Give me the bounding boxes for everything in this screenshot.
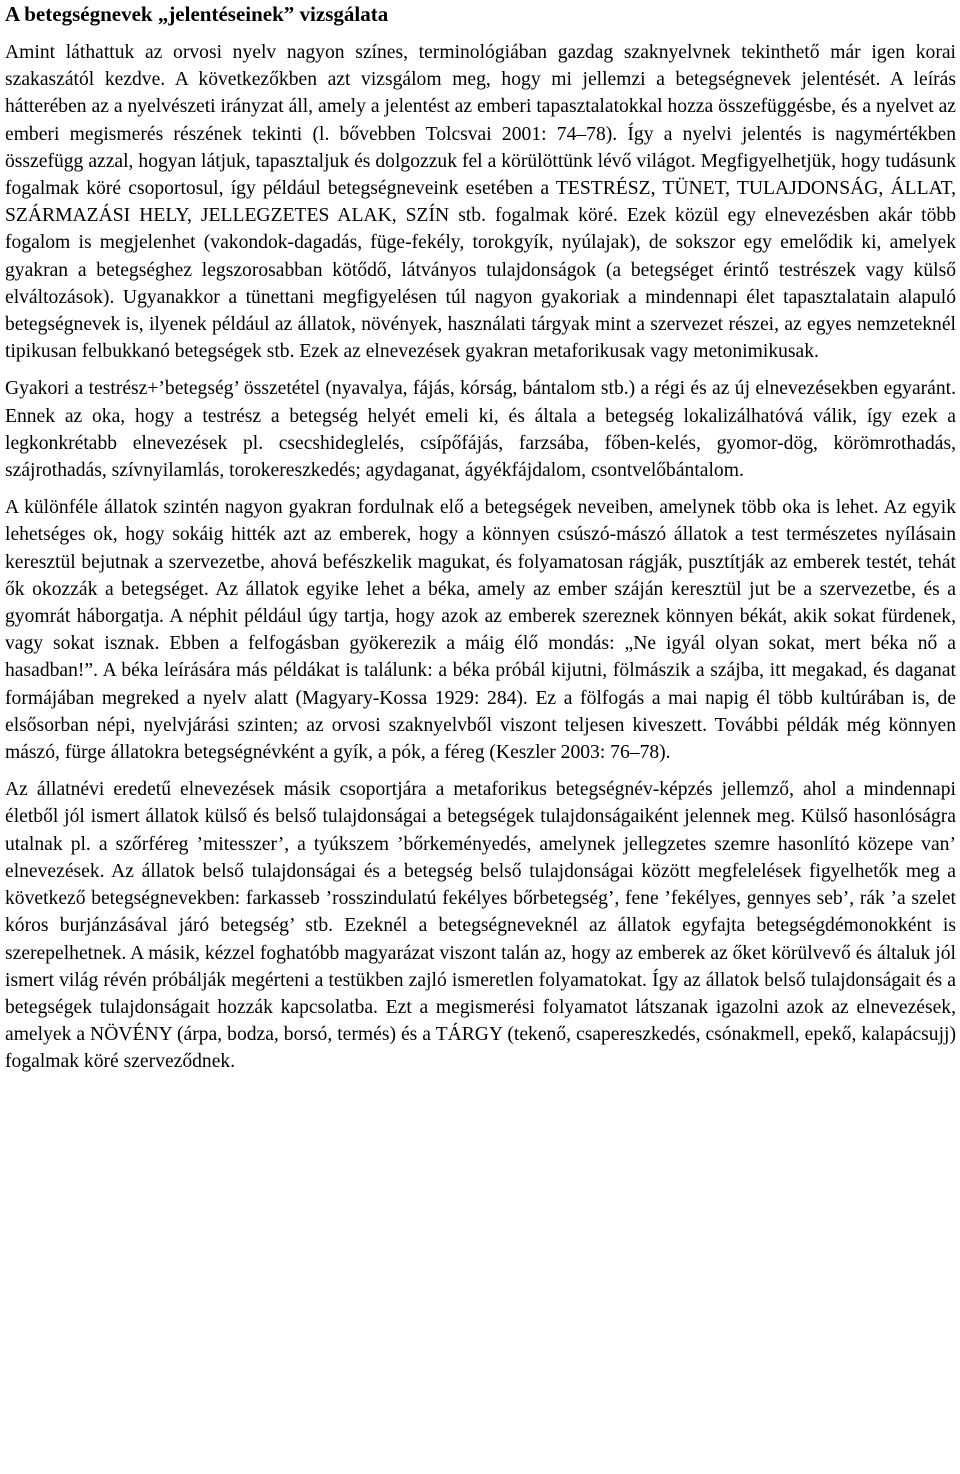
document-page <box>5 0 956 1076</box>
paragraph-intro: Amint láthattuk az orvosi nyelv nagyon színes, terminológiában gazdag szaknyelvnek tekinthető már igen korai szakaszától kezdve. A következőkben azt vizsgálom meg, hogy mi jellemzi a betegségnevek jelentését. A leírás hátterében az a nyelvészeti irányzat áll, amely a jelentést az emberi tapasztalatokkal hozza összefüggésbe, és a nyelvet az emberi megismerés részének tekinti (l. bővebben Tolcsvai 2001: 74–78). Így a nyelvi jelentés is nagymértékben összefügg azzal, hogyan látjuk, tapasztaljuk és dolgozzuk fel a körülöttünk lévő világot. Megfigyelhetjük, hogy tudásunk fogalmak köré csoportosul, így például betegségneveink esetében a TESTRÉSZ, TÜNET, TULAJDONSÁG, ÁLLAT, SZÁRMAZÁSI HELY, JELLEGZETES ALAK, SZÍN stb. fogalmak köré. Ezek közül egy elnevezésben akár több fogalom is megjelenhet (vakondok-dagadás, füge-fekély, torokgyík, nyúlajak), de sokszor egy emelődik ki, amelyek gyakran a betegséghez legszorosabban kötődő, látványos tulajdonságok (a betegséget érintő testrészek vagy külső elváltozások). Ugyanakkor a tünettani megfigyelésen túl nagyon gyakoriak a mindennapi élet tapasztalatain alapuló betegségnevek is, ilyenek például az állatok, növények, használati tárgyak mint a szervezet részei, az egyes nemzeteknél tipikusan felbukkanó betegségek stb. Ezek az elnevezések gyakran metaforikusak vagy metonimikusak. <box>5 42 956 363</box>
document-title: A betegségnevek „jelentéseinek” vizsgálata <box>5 2 389 26</box>
paragraph-body-part: Gyakori a testrész+’betegség’ összetétel (nyavalya, fájás, kórság, bántalom stb.) a régi és az új elnevezésekben egyaránt. Ennek az oka, hogy a testrész a betegség helyét emeli ki, és általa a betegség lokalizálhatóvá válik, így ezek a legkonkrétabb elnevezések pl. csecshideglelés, csípőfájás, farzsába, főben-kelés, gyomor-dög, körömrothadás, szájrothadás, szívnyilamlás, torokereszkedés; agydaganat, ágyékfájdalom, csontvelőbántalom. <box>5 378 956 482</box>
paragraph-animals: A különféle állatok szintén nagyon gyakran fordulnak elő a betegségek neveiben, amelynek több oka is lehet. Az egyik lehetséges ok, hogy sokáig hitték azt az emberek, hogy a könnyen csúszó-mászó állatok a test természetes nyílásain keresztül bejutnak a szervezetbe, ahová befészkelik magukat, és folyamatosan rágják, pusztítják az emberek testét, tehát ők okozzák a betegséget. Az állatok egyike lehet a béka, amely az ember száján keresztül jut be a szervezetbe, és a gyomrát háborgatja. A néphit például úgy tartja, hogy azok az emberek szereznek könnyen békát, akik sokat fürdenek, vagy sokat isznak. Ebben a felfogásban gyökerezik a máig élő mondás: „Ne igyál olyan sokat, mert béka nő a hasadban!”. A béka leírására más példákat is találunk: a béka próbál kijutni, fölmászik a szájba, itt megakad, és daganat formájában megreked a nyelv alatt (Magyary-Kossa 1929: 284). Ez a fölfogás a mai napig él több kultúrában is, de elsősorban népi, nyelvjárási szinten; az orvosi szaknyelvből viszont teljesen kiveszett. További példák még könnyen mászó, fürge állatokra betegségnévként a gyík, a pók, a féreg (Keszler 2003: 76–78). <box>5 497 956 764</box>
paragraph-metaphors: Az állatnévi eredetű elnevezések másik csoportjára a metaforikus betegségnév-képzés jellemző, ahol a mindennapi életből jól ismert állatok külső és belső tulajdonságai a betegségek tulajdonságaiként jelennek meg. Külső hasonlóságra utalnak pl. a szőrféreg ’mitesszer’, a tyúkszem ’bőrkeményedés, amelynek jellegzetes szemre hasonlító közepe van’ elnevezések. Az állatok belső tulajdonságai és a betegség belső tulajdonságai között megfelelések figyelhetők meg a következő betegségnevekben: farkasseb ’rosszindulatú fekélyes bőrbetegség’, fene ’fekélyes, gennyes seb’, rák ’a szelet kóros burjánzásával járó betegség’ stb. Ezeknél a betegségneveknél az állatok egyfajta betegségdémonokként is szerepelhetnek. A másik, kézzel foghatóbb magyarázat viszont talán az, hogy az emberek az őket körülvevő és általuk jól ismert világ révén próbálják megérteni a testükben zajló ismeretlen folyamatokat. Így az állatok belső tulajdonságait és a betegségek tulajdonságait hozzák kapcsolatba. Ezt a megismerési folyamatot látszanak igazolni azok az elnevezések, amelyek a NÖVÉNY (árpa, bodza, borsó, termés) és a TÁRGY (tekenő, csapereszkedés, csónakmell, epekő, kalapácsujj) fogalmak köré szerveződnek. <box>5 779 956 1073</box>
